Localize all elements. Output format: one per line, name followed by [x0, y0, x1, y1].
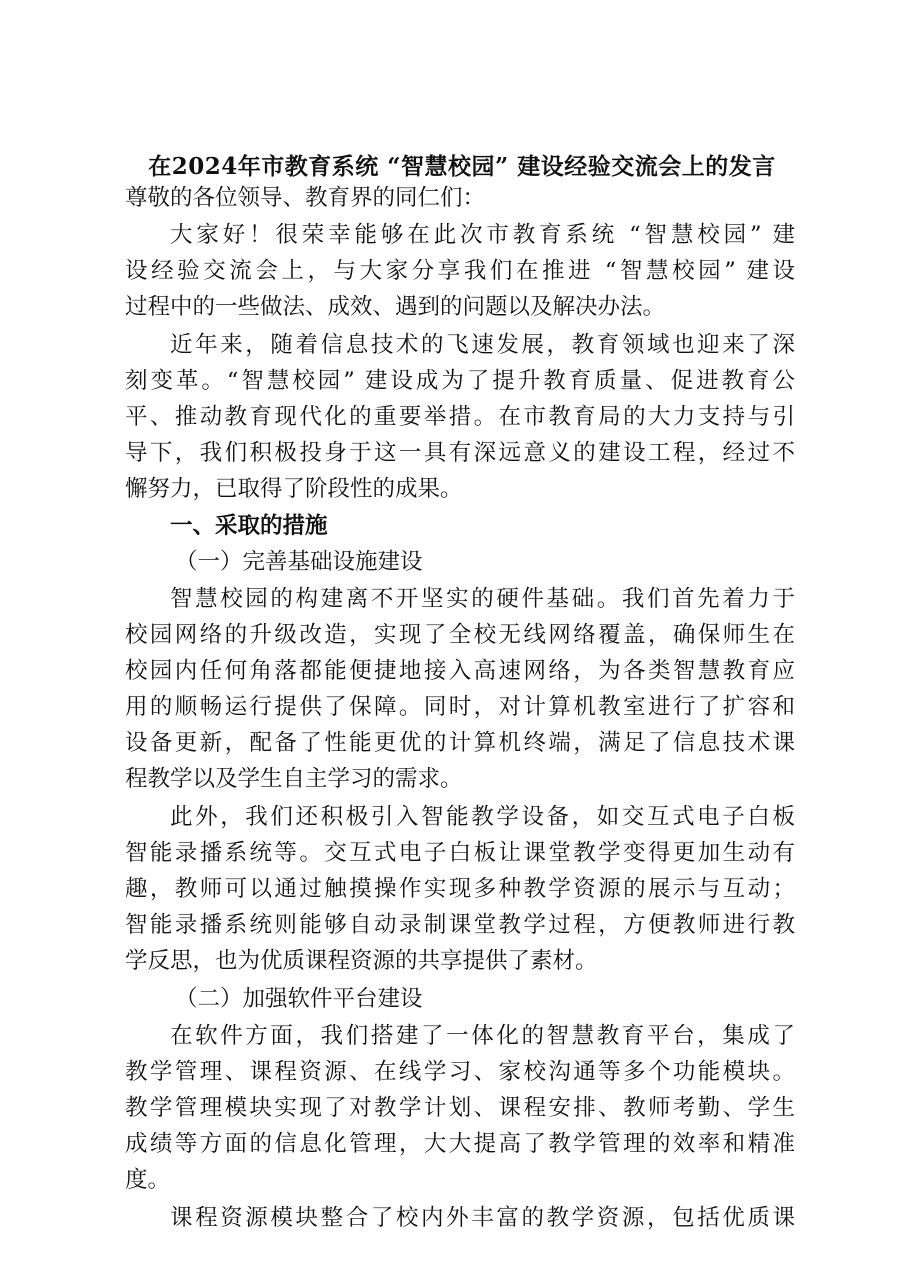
paragraph-line: 设备更新，配备了性能更优的计算机终端，满足了信息技术课 — [125, 730, 795, 756]
paragraph-line: 校园内任何角落都能便捷地接入高速网络，为各类智慧教育应 — [125, 658, 795, 684]
document-title: 在2024年市教育系统 “智慧校园” 建设经验交流会上的发言 — [148, 153, 776, 180]
paragraph-line: 平、推动教育现代化的重要举措。在市教育局的大力支持与引 — [125, 404, 795, 430]
paragraph-line: 智能录播系统则能够自动录制课堂教学过程，方便教师进行教 — [125, 912, 795, 938]
paragraph-line: 智慧校园的构建离不开坚实的硬件基础。我们首先着力于 — [170, 586, 795, 612]
paragraph-line: 智能录播系统等。交互式电子白板让课堂教学变得更加生动有 — [125, 840, 795, 866]
paragraph-line: 近年来，随着信息技术的飞速发展，教育领域也迎来了深 — [170, 332, 795, 358]
paragraph-line: 趣，教师可以通过触摸操作实现多种教学资源的展示与互动； — [125, 876, 795, 902]
paragraph-line: 学反思，也为优质课程资源的共享提供了素材。 — [125, 948, 598, 974]
paragraph-line: 校园网络的升级改造，实现了全校无线网络覆盖，确保师生在 — [125, 622, 795, 648]
paragraph-line: 过程中的一些做法、成效、遇到的问题以及解决办法。 — [125, 294, 666, 320]
paragraph-line: 成绩等方面的信息化管理，大大提高了教学管理的效率和精准 — [125, 1131, 795, 1157]
paragraph-line: 导下，我们积极投身于这一具有深远意义的建设工程，经过不 — [125, 440, 795, 466]
paragraph-line: 度。 — [125, 1167, 171, 1193]
paragraph-line: 大家好！很荣幸能够在此次市教育系统 “智慧校园” 建 — [170, 222, 795, 248]
paragraph-line: 设经验交流会上，与大家分享我们在推进 “智慧校园” 建设 — [125, 258, 795, 284]
subsection-heading: （一）完善基础设施建设 — [175, 549, 423, 575]
paragraph-line: 在软件方面，我们搭建了一体化的智慧教育平台，集成了 — [170, 1023, 795, 1049]
subsection-heading: （二）加强软件平台建设 — [175, 986, 423, 1012]
paragraph-line: 懈努力，已取得了阶段性的成果。 — [125, 476, 463, 502]
paragraph-line: 此外，我们还积极引入智能教学设备，如交互式电子白板 — [170, 804, 795, 830]
section-heading: 一、采取的措施 — [170, 513, 328, 539]
paragraph-line: 用的顺畅运行提供了保障。同时，对计算机教室进行了扩容和 — [125, 694, 795, 720]
paragraph-line: 教学管理、课程资源、在线学习、家校沟通等多个功能模块。 — [125, 1059, 795, 1085]
paragraph-line: 程教学以及学生自主学习的需求。 — [125, 766, 463, 792]
paragraph-line: 教学管理模块实现了对教学计划、课程安排、教师考勤、学生 — [125, 1095, 795, 1121]
salutation: 尊敬的各位领导、教育界的同仁们： — [125, 185, 486, 211]
paragraph-line: 课程资源模块整合了校内外丰富的教学资源，包括优质课 — [170, 1205, 795, 1231]
paragraph-line: 刻变革。“智慧校园” 建设成为了提升教育质量、促进教育公 — [125, 368, 795, 394]
